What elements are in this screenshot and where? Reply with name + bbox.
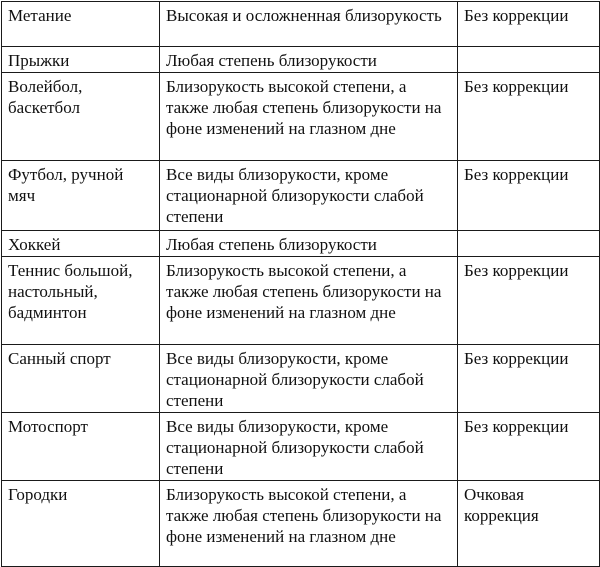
- table-row: [2, 257, 600, 345]
- correction-cell: [458, 47, 600, 73]
- sport-cell: Теннис большой, настольный, бадминтон: [2, 257, 160, 345]
- sport-cell: Городки: [2, 481, 160, 567]
- table-row: [2, 231, 600, 257]
- correction-cell: Без коррекции: [458, 73, 600, 161]
- table-row: [2, 73, 600, 161]
- table-row: [2, 161, 600, 231]
- condition-cell: Близорукость высокой степени, а также любая степень близорукости на фоне изменений на глазном дне: [160, 73, 458, 161]
- condition-cell: Все виды близорукости, кроме стационарной близорукости слабой степени: [160, 345, 458, 413]
- correction-cell: Без коррекции: [458, 161, 600, 231]
- table-row: [2, 413, 600, 481]
- sport-cell: Санный спорт: [2, 345, 160, 413]
- correction-cell: Без коррекции: [458, 413, 600, 481]
- condition-cell: Любая степень близорукости: [160, 47, 458, 73]
- sport-cell: Мотоспорт: [2, 413, 160, 481]
- table-row: [2, 345, 600, 413]
- myopia-sports-table: [1, 1, 600, 567]
- condition-cell: Высокая и осложненная близорукость: [160, 2, 458, 47]
- correction-cell: Без коррекции: [458, 257, 600, 345]
- condition-cell: Близорукость высокой степени, а также любая степень близорукости на фоне изменений на глазном дне: [160, 481, 458, 567]
- table-row: [2, 47, 600, 73]
- condition-cell: Близорукость высокой степени, а также любая степень близорукости на фоне изменений на глазном дне: [160, 257, 458, 345]
- condition-cell: Все виды близорукости, кроме стационарной близорукости слабой степени: [160, 413, 458, 481]
- correction-cell: [458, 231, 600, 257]
- correction-cell: Без коррекции: [458, 2, 600, 47]
- table-row: [2, 2, 600, 47]
- condition-cell: Любая степень близорукости: [160, 231, 458, 257]
- sport-cell: Хоккей: [2, 231, 160, 257]
- sport-cell: Прыжки: [2, 47, 160, 73]
- correction-cell: Очковая коррекция: [458, 481, 600, 567]
- sport-cell: Футбол, ручной мяч: [2, 161, 160, 231]
- correction-cell: Без коррекции: [458, 345, 600, 413]
- sport-cell: Волейбол, баскетбол: [2, 73, 160, 161]
- condition-cell: Все виды близорукости, кроме стационарной близорукости слабой степени: [160, 161, 458, 231]
- table-row: [2, 481, 600, 567]
- sport-cell: Метание: [2, 2, 160, 47]
